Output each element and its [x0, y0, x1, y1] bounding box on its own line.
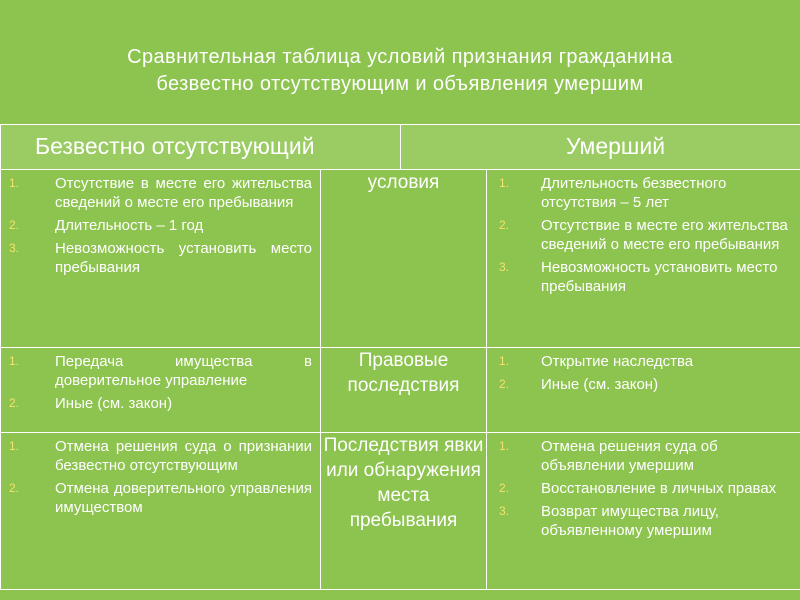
list-item: 1. Отмена решения суда о признании безвестно отсутствующим	[9, 437, 312, 474]
table-row	[1, 347, 800, 432]
row-2-left-list	[1, 352, 320, 413]
row-1-right-cell	[487, 169, 800, 347]
table-row	[1, 432, 800, 589]
row-2-right-cell	[487, 347, 800, 432]
list-item: 2. Длительность – 1 год	[9, 216, 204, 234]
header-missing: Безвестно отсутствующий	[1, 125, 401, 170]
list-item: 1. Отсутствие в месте его жительства сведений о месте его пребывания	[9, 174, 312, 211]
row-2-left-cell	[1, 347, 321, 432]
list-item: 2. Отмена доверительного управления имуществом	[9, 479, 312, 516]
title-line-1: Сравнительная таблица условий признания гражданина	[127, 46, 673, 68]
row-1-category: условия	[321, 169, 487, 347]
list-item: 2. Иные (см. закон)	[499, 375, 659, 393]
row-3-left-cell	[1, 432, 321, 589]
list-item: 2. Отсутствие в месте его жительства сведений о месте его пребывания	[499, 216, 788, 253]
row-2-right-list	[487, 352, 800, 394]
list-item: 1. Длительность безвестного отсутствия – 5 лет	[499, 174, 727, 211]
row-3-right-cell	[487, 432, 800, 589]
row-2-category: Правовые последствия	[321, 347, 487, 432]
row-1-left-list	[1, 174, 320, 277]
list-item: 2. Восстановление в личных правах	[499, 479, 777, 497]
table-row	[1, 169, 800, 347]
list-item: 1. Открытие наследства	[499, 352, 694, 370]
list-item: 1. Передача имущества в доверительное управление	[9, 352, 312, 389]
header-deceased: Умерший	[401, 125, 800, 170]
list-item: 3. Невозможность установить место пребывания	[499, 258, 778, 295]
row-3-category: Последствия явки или обнаружения места пребывания	[321, 432, 487, 589]
list-item: 3. Возврат имущества лицу, объявленному умершим	[499, 502, 719, 539]
title-line-2: безвестно отсутствующим и объявления умершим	[156, 73, 644, 95]
list-item: 2. Иные (см. закон)	[9, 394, 173, 412]
comparison-table	[0, 124, 800, 590]
row-1-left-cell	[1, 169, 321, 347]
row-3-left-list	[1, 437, 320, 517]
list-item: 1. Отмена решения суда об объявлении умершим	[499, 437, 718, 474]
row-3-right-list	[487, 437, 800, 540]
table-header-row	[1, 125, 800, 170]
list-item: 3. Невозможность установить место пребывания	[9, 239, 312, 276]
slide-title	[0, 44, 800, 98]
row-1-right-list	[487, 174, 800, 296]
